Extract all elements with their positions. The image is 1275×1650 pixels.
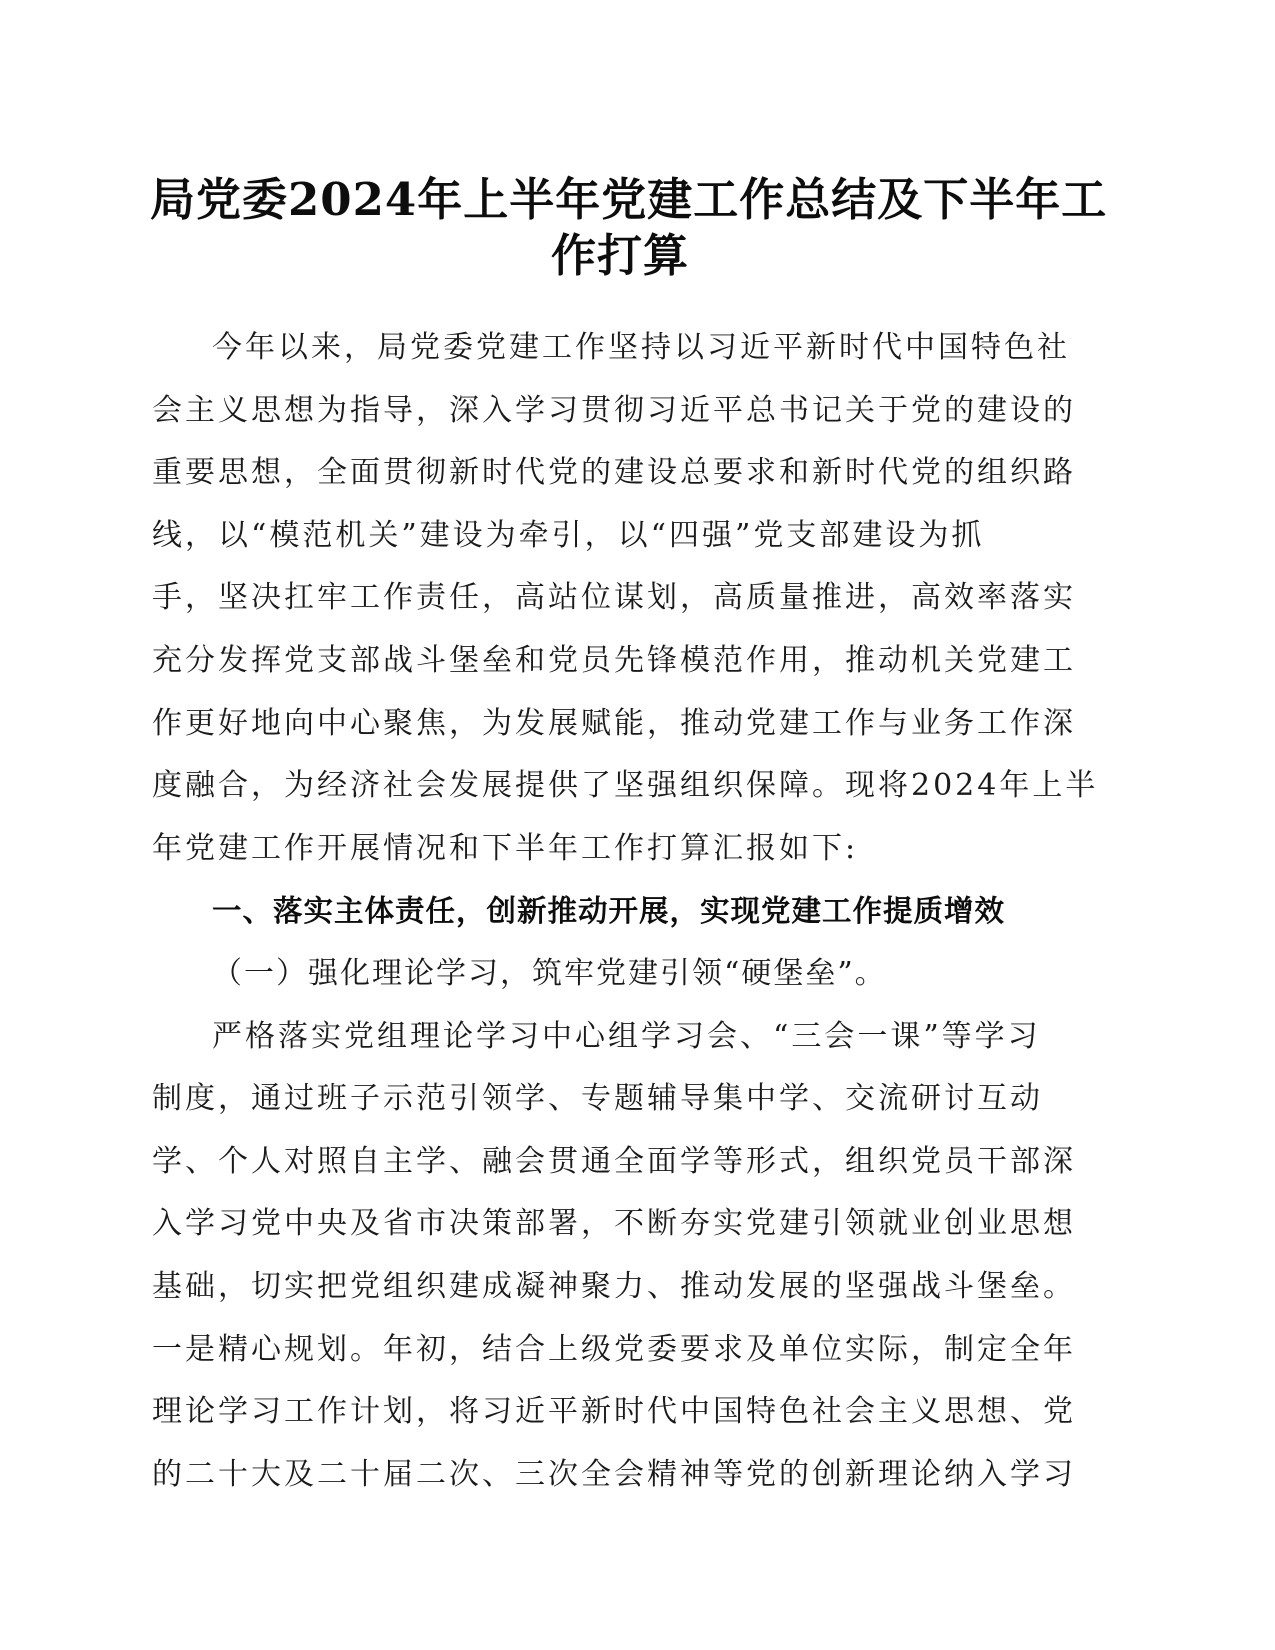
body-line: 严格落实党组理论学习中心组学习会、“三会一课”等学习 bbox=[212, 1018, 1041, 1054]
body-line: 线，以“模范机关”建设为牵引，以“四强”党支部建设为抓 bbox=[152, 517, 985, 553]
body-line: 入学习党中央及省市决策部署，不断夯实党建引领就业创业思想 bbox=[152, 1206, 1076, 1242]
body-line: 充分发挥党支部战斗堡垒和党员先锋模范作用，推动机关党建工 bbox=[152, 642, 1076, 678]
body-line: 度融合，为经济社会发展提供了坚强组织保障。现将2024年上半 bbox=[152, 768, 1099, 804]
document-body bbox=[152, 317, 1099, 1506]
title-line-1: 局党委2024年上半年党建工作总结及下半年工 bbox=[150, 173, 1108, 226]
body-line: 理论学习工作计划，将习近平新时代中国特色社会主义思想、党 bbox=[152, 1394, 1076, 1430]
body-line: 会主义思想为指导，深入学习贯彻习近平总书记关于党的建设的 bbox=[152, 392, 1076, 428]
body-line: 重要思想，全面贯彻新时代党的建设总要求和新时代党的组织路 bbox=[152, 455, 1076, 491]
body-line: 手，坚决扛牢工作责任，高站位谋划，高质量推进，高效率落实 bbox=[152, 580, 1076, 616]
body-line: 一是精心规划。年初，结合上级党委要求及单位实际，制定全年 bbox=[152, 1331, 1076, 1367]
subsection-heading-1: （一）强化理论学习，筑牢党建引领“硬堡垒”。 bbox=[212, 955, 887, 991]
body-line: 今年以来，局党委党建工作坚持以习近平新时代中国特色社 bbox=[212, 330, 1070, 365]
title-line-2: 作打算 bbox=[550, 229, 689, 282]
body-line: 作更好地向中心聚焦，为发展赋能，推动党建工作与业务工作深 bbox=[152, 705, 1076, 741]
body-line: 学、个人对照自主学、融会贯通全面学等形式，组织党员干部深 bbox=[152, 1143, 1076, 1179]
body-line: 基础，切实把党组织建成凝神聚力、推动发展的坚强战斗堡垒。 bbox=[152, 1268, 1076, 1304]
document-title bbox=[150, 172, 1108, 284]
body-line: 年党建工作开展情况和下半年工作打算汇报如下: bbox=[152, 830, 859, 866]
section-heading-1: 一、落实主体责任，创新推动开展，实现党建工作提质增效 bbox=[212, 894, 1006, 929]
body-line: 的二十大及二十届二次、三次全会精神等党的创新理论纳入学习 bbox=[152, 1456, 1076, 1492]
body-line: 制度，通过班子示范引领学、专题辅导集中学、交流研讨互动 bbox=[152, 1081, 1043, 1117]
